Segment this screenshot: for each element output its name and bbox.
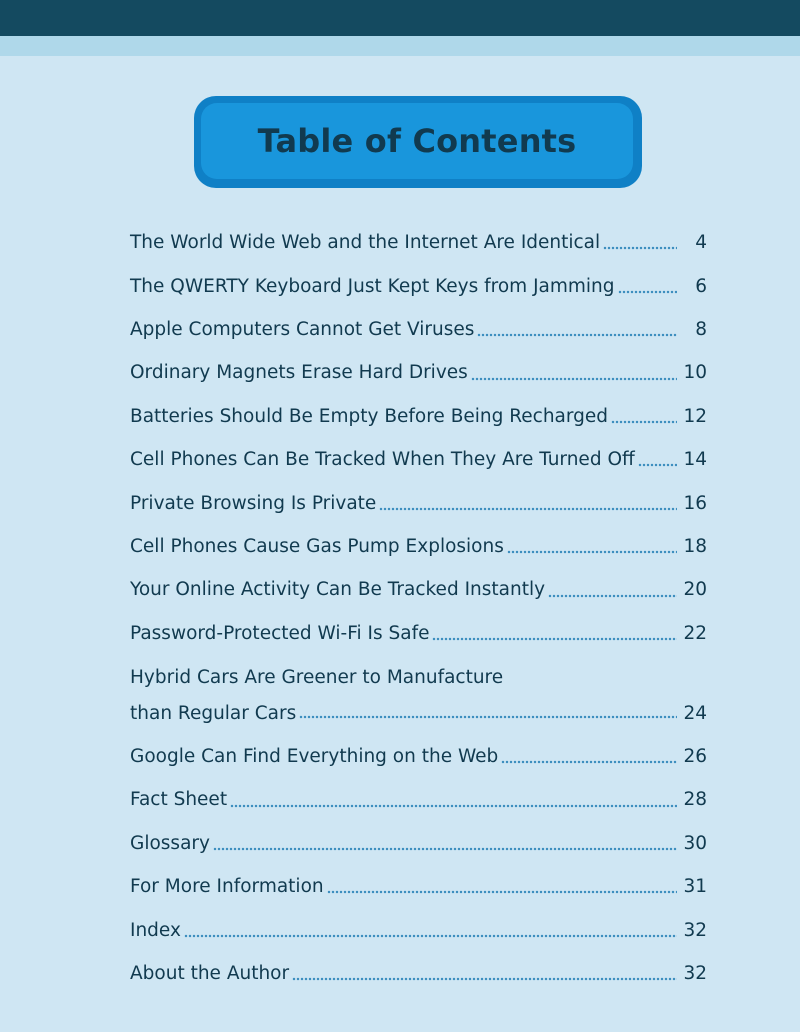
toc-page-number: 6 — [695, 275, 707, 297]
leader-dots — [292, 977, 677, 981]
toc-entry-line — [130, 697, 707, 731]
leader-dots — [603, 246, 677, 250]
toc-entry[interactable] — [130, 438, 707, 481]
header-accent-stripe — [0, 36, 800, 56]
leader-dots — [184, 934, 677, 938]
leader-dots — [618, 290, 677, 294]
leader-dots — [501, 760, 677, 764]
toc-entry[interactable] — [130, 822, 707, 865]
leader-dots — [230, 804, 677, 808]
toc-entry-title: Cell Phones Can Be Tracked When They Are Turned Off — [130, 449, 635, 471]
leader-dots — [548, 594, 677, 598]
toc-page-number: 16 — [683, 492, 707, 514]
leader-dots — [471, 377, 677, 381]
toc-entry[interactable] — [130, 395, 707, 438]
toc-entry[interactable] — [130, 735, 707, 778]
toc-page-number: 12 — [683, 405, 707, 427]
title-banner-inner — [201, 103, 633, 179]
toc-entry-title: Password-Protected Wi-Fi Is Safe — [130, 622, 430, 644]
toc-entry-title: Private Browsing Is Private — [130, 492, 377, 514]
toc-page-number: 30 — [683, 832, 707, 854]
top-header-band — [0, 0, 800, 36]
leader-dots — [379, 507, 677, 511]
toc-entry-title-continued: than Regular Cars — [130, 703, 297, 725]
toc-page-number: 32 — [683, 963, 707, 985]
leader-dots — [507, 550, 677, 554]
toc-page-number: 18 — [683, 535, 707, 557]
toc-entry-title: Index — [130, 919, 181, 941]
leader-dots — [432, 637, 677, 641]
toc-entry-title: Google Can Find Everything on the Web — [130, 746, 499, 768]
toc-entry-title: The QWERTY Keyboard Just Kept Keys from Jamming — [130, 275, 615, 297]
toc-page-number: 8 — [695, 318, 707, 340]
leader-dots — [213, 847, 677, 851]
toc-entry-title: Fact Sheet — [130, 789, 228, 811]
toc-entry[interactable] — [130, 908, 707, 951]
toc-entry-title: The World Wide Web and the Internet Are Identical — [130, 232, 601, 254]
toc-entry-title: Cell Phones Cause Gas Pump Explosions — [130, 535, 504, 557]
toc-entry[interactable] — [130, 865, 707, 908]
toc-page-number: 14 — [683, 449, 707, 471]
toc-entry[interactable] — [130, 525, 707, 568]
toc-page-number: 10 — [683, 362, 707, 384]
toc-entry-title: Ordinary Magnets Erase Hard Drives — [130, 362, 468, 384]
toc-page-number: 26 — [683, 746, 707, 768]
toc-entry[interactable] — [130, 221, 707, 264]
toc-entry[interactable] — [130, 481, 707, 524]
toc-entry[interactable] — [130, 568, 707, 611]
toc-entry-title: Glossary — [130, 832, 210, 854]
page-title: Table of Contents — [257, 122, 577, 160]
toc-entry[interactable] — [130, 351, 707, 394]
toc-entry-title: Batteries Should Be Empty Before Being Recharged — [130, 405, 609, 427]
toc-entry[interactable] — [130, 264, 707, 307]
toc-entry-title: Hybrid Cars Are Greener to Manufacture — [130, 667, 504, 689]
toc-page-number: 31 — [683, 876, 707, 898]
table-of-contents — [130, 221, 707, 995]
toc-entry[interactable] — [130, 952, 707, 995]
toc-entry-title: Your Online Activity Can Be Tracked Instantly — [130, 579, 546, 601]
leader-dots — [477, 333, 677, 337]
leader-dots — [611, 420, 677, 424]
leader-dots — [638, 463, 677, 467]
toc-page-number: 28 — [683, 789, 707, 811]
toc-page-number: 24 — [683, 703, 707, 725]
toc-entry[interactable] — [130, 308, 707, 351]
toc-entry-title: About the Author — [130, 963, 290, 985]
toc-entry-line — [130, 659, 707, 697]
toc-entry-title: For More Information — [130, 876, 324, 898]
toc-entry-title: Apple Computers Cannot Get Viruses — [130, 318, 475, 340]
toc-page-number: 22 — [683, 622, 707, 644]
toc-page-number: 20 — [683, 579, 707, 601]
toc-page-number: 4 — [695, 232, 707, 254]
toc-entry[interactable] — [130, 612, 707, 655]
toc-entry[interactable] — [130, 778, 707, 821]
toc-entry[interactable] — [130, 655, 707, 735]
leader-dots — [299, 715, 677, 719]
title-banner — [194, 96, 642, 188]
leader-dots — [327, 890, 677, 894]
toc-page-number: 32 — [683, 919, 707, 941]
